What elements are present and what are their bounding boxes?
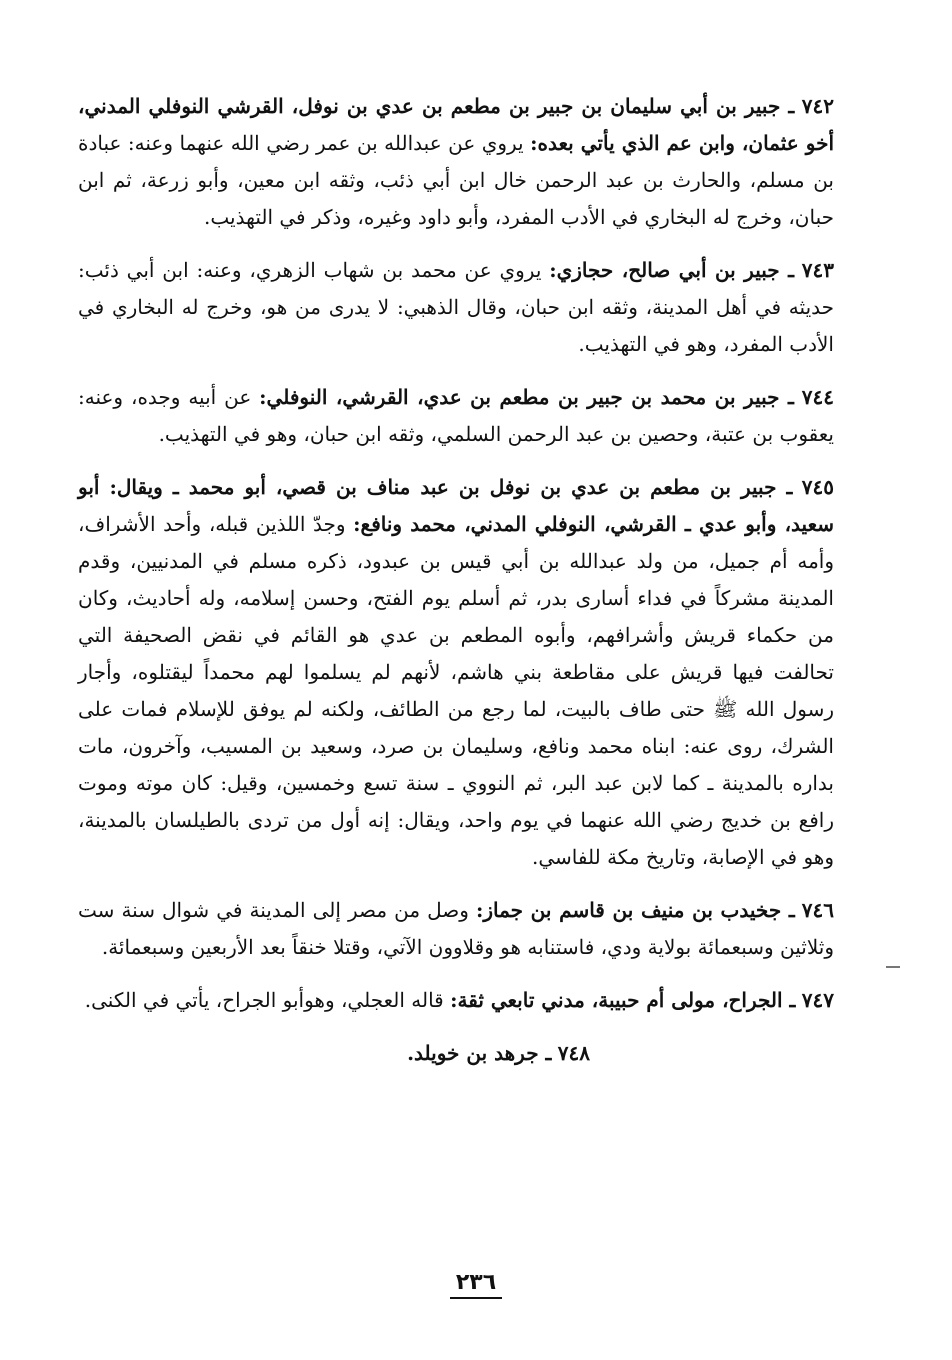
entry-body: قاله العجلي، وهوأبو الجراح، يأتي في الكنى. [84,988,444,1012]
entry-heading: ـ جخيدب بن منيف بن قاسم بن جماز: [475,898,795,922]
entry-747 [78,982,834,1019]
entry-743 [78,252,834,363]
entry-body: يروي عن محمد بن شهاب الزهري، وعنه: ابن أبي ذئب: حديثه في أهل المدينة، وثقه ابن حبان، وقال الذهبي: لا يدرى من هو، وخرج له البخاري في الأدب المفرد، وهو في التهذيب. [78,258,834,356]
entry-body: وصل من مصر إلى المدينة في شوال سنة ست وثلاثين وسبعمائة بولاية ودي، فاستنابه هو وقلاوون الآتي، وقتلا خنقاً بعد الأربعين وسبعمائة. [78,898,834,959]
entry-number: ٧٤٧ [801,988,834,1012]
entry-number: ٧٤٨ [557,1041,590,1065]
page-number [0,1270,952,1299]
page-number-text: ٢٣٦ [450,1270,502,1299]
entry-heading: ـ جبير بن محمد بن جبير بن مطعم بن عدي، القرشي، النوفلي: [259,385,794,409]
entry-number: ٧٤٤ [801,385,835,409]
entry-body: يروي عن عبدالله بن عمر رضي الله عنهما وعنه: عبادة بن مسلم، والحارث بن عبد الرحمن خال ابن أبي ذئب، وثقه ابن معين، وأبو زرعة، ثم ابن حبان، وخرج له البخاري في الأدب المفرد، وأبو داود وغيره، وذكر في التهذيب. [78,131,834,229]
entry-heading: ـ جبير بن مطعم بن عدي بن نوفل بن عبد مناف بن قصي، أبو محمد ـ ويقال: أبو سعيد، وأبو عدي ـ القرشي، النوفلي المدني، محمد ونافع: [78,475,834,536]
entry-744 [78,379,834,453]
entry-number: ٧٤٦ [801,898,835,922]
entry-body: وجدّ اللذين قبله، وأحد الأشراف، وأمه أم جميل، من ولد عبدالله بن أبي قيس بن عبدود، ذكره مسلم في المدنيين، وقدم المدينة مشركاً في فداء أسارى بدر، ثم أسلم يوم الفتح، وحسن إسلامه، وله أحاديث، وكان من حكماء قريش وأشرافهم، وأبوه المطعم بن عدي هو القائم في نقض الصحيفة التي تحالفت فيها قريش على مقاطعة بني هاشم، لأنهم لم يسلموا لهم محمداً ليقتلوه، وأجار رسول الله ﷺ حتى طاف بالبيت، لما رجع من الطائف، ولكنه لم يوفق للإسلام فمات على الشرك، روى عنه: ابناه محمد ونافع، وسليمان بن صرد، وسعيد بن المسيب، وآخرون، مات بداره بالمدينة ـ كما لابن عبد البر، ثم النووي ـ سنة تسع وخمسين، وقيل: كان موته وموت رافع بن خديج رضي الله عنهما في يوم واحد، ويقال: إنه أول من تردى بالطيلسان بالمدينة، وهو في الإصابة، وتاريخ مكة للفاسي. [78,512,835,869]
scan-mark [886,966,900,968]
entry-746 [78,892,834,966]
entry-heading: ـ الجراح، مولى أم حبيبة، مدني تابعي ثقة: [450,988,796,1012]
entry-heading: ـ جرهد بن خويلد. [407,1041,552,1065]
entry-number: ٧٤٥ [801,475,834,499]
entry-number: ٧٤٢ [801,94,834,118]
entry-745 [78,469,834,876]
entry-748 [78,1035,834,1072]
entry-number: ٧٤٣ [801,258,835,282]
entry-body: عن أبيه وجده، وعنه: يعقوب بن عتبة، وحصين بن عبد الرحمن السلمي، وثقه ابن حبان، وهو في التهذيب. [78,385,834,446]
entry-742 [78,88,834,236]
entry-heading: ـ جبير بن أبي صالح، حجازي: [549,258,794,282]
entry-heading: ـ جبير بن أبي سليمان بن جبير بن مطعم بن عدي بن نوفل، القرشي النوفلي المدني، أخو عثمان، وابن عم الذي يأتي بعده: [78,94,835,155]
